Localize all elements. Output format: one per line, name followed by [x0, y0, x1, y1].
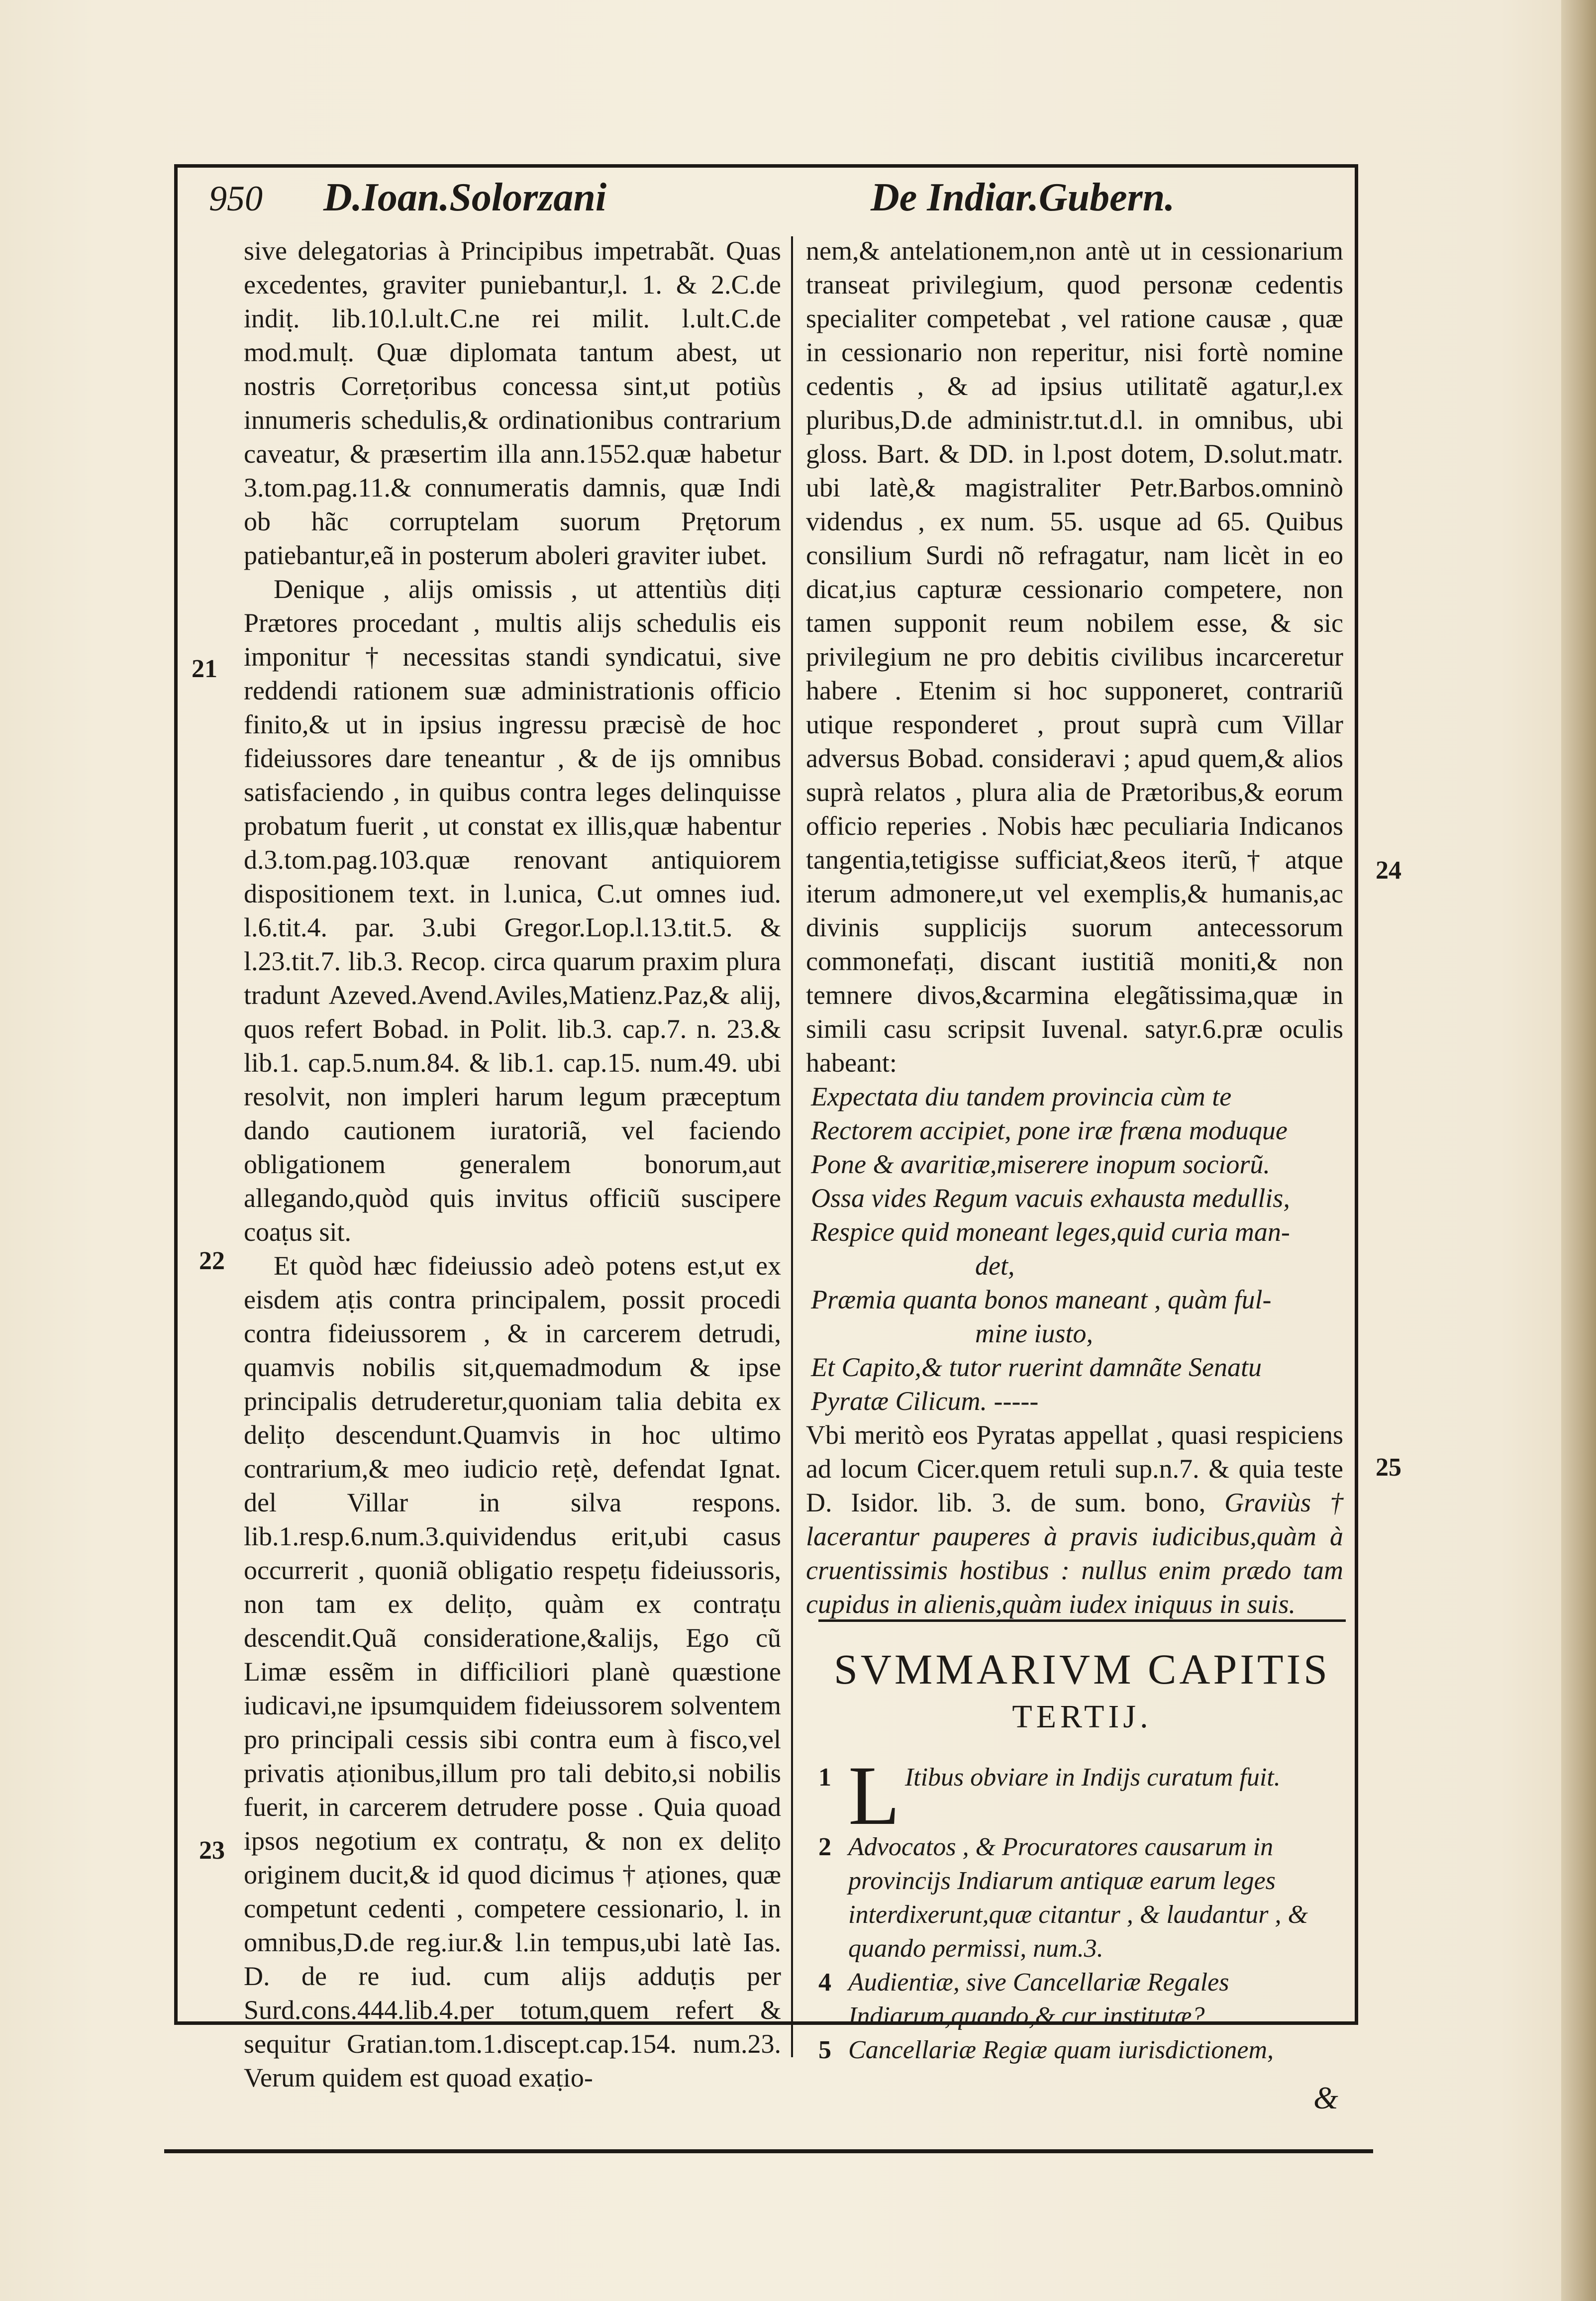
paragraph: sive delegatorias à Principibus impetrabãt. Quas excedentes, graviter puniebantur,l. 1. & 2.C.de indiṭ. lib.10.l.ult.C.ne rei milit. l.ult.C.de mod.mulṭ. Quæ diplomata tantum abest, ut nostris Correṭoribus concessa sint,ut potiùs innumeris schedulis,& ordinationibus contrarium caveatur, & præsertim illa ann.1552.quæ habetur 3.tom.pag.11.& connumeratis damnis, quæ Indi ob hãc corruptelam suorum Prętorum patiebantur,eã in posterum aboleri graviter iubet. — [244, 236, 781, 570]
summary-item-text — [848, 1749, 1346, 1842]
right-column — [806, 234, 1343, 1621]
summary-subtitle: TERTIJ. — [1012, 1699, 1152, 1735]
summary-list — [818, 1749, 1346, 2067]
paragraph — [806, 1418, 1343, 1621]
summary-title: SVMMARIVM CAPITIS — [834, 1645, 1330, 1693]
verse-quote — [806, 1080, 1343, 1418]
summary-item-text: Audientiæ, sive Cancellariæ Regales Indiarum,quando,& cur institutæ? — [848, 1968, 1229, 2030]
page-edge — [1561, 0, 1596, 2301]
summary-item — [818, 1830, 1346, 1966]
summary-item-text: Cancellariæ Regiæ quam iurisdictionem, — [848, 2036, 1274, 2064]
margin-note: 23 — [199, 1836, 225, 1865]
catchword: & — [1313, 2080, 1338, 2115]
summary-item-number: 5 — [818, 2036, 831, 2064]
margin-note: 25 — [1376, 1453, 1401, 1482]
paragraph: Et quòd hæc fideiussio adeò potens est,ut ex eisdem aṭis contra principalem, possit procedi contra fideiussorem , & in carcerem detrudi, quamvis nobilis sit,quemadmodum & ipse principalis detruderetur,quoniam talia debita ex deliṭo descendunt.Quamvis in hoc ultimo contrarium,& meo iudicio reṭè, defendat Ignat. del Villar in silva respons. lib.1.resp.6.num.3.quividendus erit,ubi casus occurrerit , quoniã obligatio respeṭu fideiussoris, non tam ex deliṭo, quàm ex contraṭu descendit.Quã consideratione,&alijs, Ego cũ Limæ essẽm in difficiliori planè quæstione iudicavi,ne ipsumquidem fideiussorem solventem pro principali cessis sibi contra eum à fisco,vel privatis aṭionibus,illum pro tali debito,si nobilis fuerit, in carcerem detrudere posse . Quia quoad ipsos negotium ex contraṭu, & non ex deliṭo originem ducit,& id quod dicimus † aṭiones, quæ competunt cedenti , competere cessionario, l. in omnibus,D.de reg.iur.& l.in tempus,ubi latè Ias. D. de re iud. cum alijs adduṭis per Surd.cons.444.lib.4.per totum,quem refert & sequitur Gratian.tom.1.discept.cap.154. num.23. Verum quidem est quoad exaṭio- — [244, 1251, 781, 2093]
summary-item-number: 1 — [818, 1763, 831, 1792]
summary-item-text: Advocatos , & Procuratores causarum in provincijs Indiarum antiquæ earum leges interdixerunt,quæ citantur , & laudantur , & quando permissi, num.3. — [848, 1833, 1308, 1963]
verse-line: Expectata diu tandem provincia cùm te — [811, 1082, 1232, 1111]
summary-item — [818, 1966, 1346, 2033]
summary-item — [818, 1749, 1346, 1842]
running-header — [209, 169, 1353, 234]
left-column — [244, 234, 781, 2095]
quotation-italic: Graviùs † lacerantur pauperes à pravis iudicibus,quàm à cruentissimis hostibus : nullus enim prædo tam cupidus in alienis,quàm iudex iniquus in suis. — [806, 1488, 1343, 1619]
summary-item-number: 4 — [818, 1968, 831, 1997]
page-number: 950 — [209, 179, 263, 218]
margin-note: 22 — [199, 1247, 225, 1275]
summary-item-number: 2 — [818, 1833, 831, 1861]
verse-line: Pone & avaritiæ,miserere inopum sociorũ. — [811, 1149, 1270, 1179]
verse-line: Respice quid moneant leges,quid curia man- — [811, 1217, 1290, 1247]
column-divider — [791, 236, 793, 2057]
margin-note: 24 — [1376, 856, 1401, 885]
paragraph: nem,& antelationem,non antè ut in cessionarium transeat privilegium, quod personæ cedentis specialiter competebat , vel ratione causæ , quæ in cessionario non reperitur, nisi fortè nomine cedentis , & ad ipsius utilitatẽ agatur,l.ex pluribus,D.de administr.tut.d.l. in omnibus, ubi gloss. Bart. & DD. in l.post dotem, D.solut.matr. ubi latè,& magistraliter Petr.Barbos.omninò videndus , ex num. 55. usque ad 65. Quibus consilium Surdi nõ refragatur, nam licèt in eo dicat,ius capturæ cessionario competere, non tamen supponit reum nobilem esse, & sic privilegium ne pro debitis civilibus incarceretur habere . Etenim si hoc supponeret, contrariũ utique responderet , prout suprà cum Villar adversus Bobad. consideravi ; apud quem,& alios suprà relatos , plura alia de Prætoribus,& eorum officio reperies . Nobis hæc peculiaria Indicanos tangentia,tetigisse sufficiat,&eos iterũ,† atque iterum admonere,ut vel exemplis,& humanis,ac divinis supplicijs suorum antecessorum commonefaṭi, discant iustitiã moniti,& non temnere divos,&carmina elegãtissima,quæ in simili casu scripsit Iuvenal. satyr.6.præ oculis habeant: — [806, 236, 1343, 1078]
verse-line: Et Capito,& tutor ruerint damnãte Senatu — [811, 1352, 1262, 1382]
margin-note: 21 — [192, 655, 217, 683]
verse-line: Rectorem accipiet, pone iræ fræna moduque — [811, 1115, 1288, 1145]
verse-line: Ossa vides Regum vacuis exhausta medullis, — [811, 1183, 1290, 1213]
bottom-rule — [164, 2149, 1373, 2153]
chapter-summary — [818, 1619, 1346, 2064]
verse-line: det, — [975, 1251, 1015, 1281]
running-title: De Indiar.Gubern. — [871, 176, 1175, 219]
summary-item-body: Itibus obviare in Indijs curatum fuit. — [904, 1763, 1281, 1792]
verse-line: Pyratæ Cilicum. ----- — [811, 1386, 1039, 1416]
summary-item — [818, 2033, 1346, 2067]
verse-line: Præmia quanta bonos maneant , quàm ful- — [811, 1285, 1272, 1314]
paragraph: Denique , alijs omissis , ut attentiùs diṭi Prætores procedant , multis alijs schedulis eis imponitur † necessitas standi syndicatui, sive reddendi rationem suæ administrationis officio finito,& ut in ipsius ingressu præcisè de hoc fideiussores dare teneantur , & de ijs omnibus satisfaciendo , in quibus contra leges delinquisse probatum fuerit , ut constat ex illis,quæ habentur d.3.tom.pag.103.quæ renovant antiquiorem dispositionem text. in l.unica, C.ut omnes iud. l.6.tit.4. par. 3.ubi Gregor.Lop.l.13.tit.5. & l.23.tit.7. lib.3. Recop. circa quarum praxim plura tradunt Azeved.Avend.Aviles,Matienz.Paz,& alij, quos refert Bobad. in Polit. lib.3. cap.7. n. 23.& lib.1. cap.5.num.84. & lib.1. cap.15. num.49. ubi resolvit, non impleri harum legum præceptum dando cautionem iuratoriã, vel faciendo obligationem generalem bonorum,aut allegando,quòd quis invitus officiũ suscipere coaṭus sit. — [244, 574, 781, 1247]
verse-line: mine iusto, — [975, 1318, 1093, 1348]
paragraph-text: Vbi meritò eos Pyratas appellat , quasi respiciens ad locum Cicer.quem retuli sup.n.7. & quia teste D. Isidor. lib. 3. de sum. bono, — [806, 1420, 1343, 1517]
drop-cap: L — [848, 1749, 900, 1842]
running-author: D.Ioan.Solorzani — [323, 176, 607, 219]
